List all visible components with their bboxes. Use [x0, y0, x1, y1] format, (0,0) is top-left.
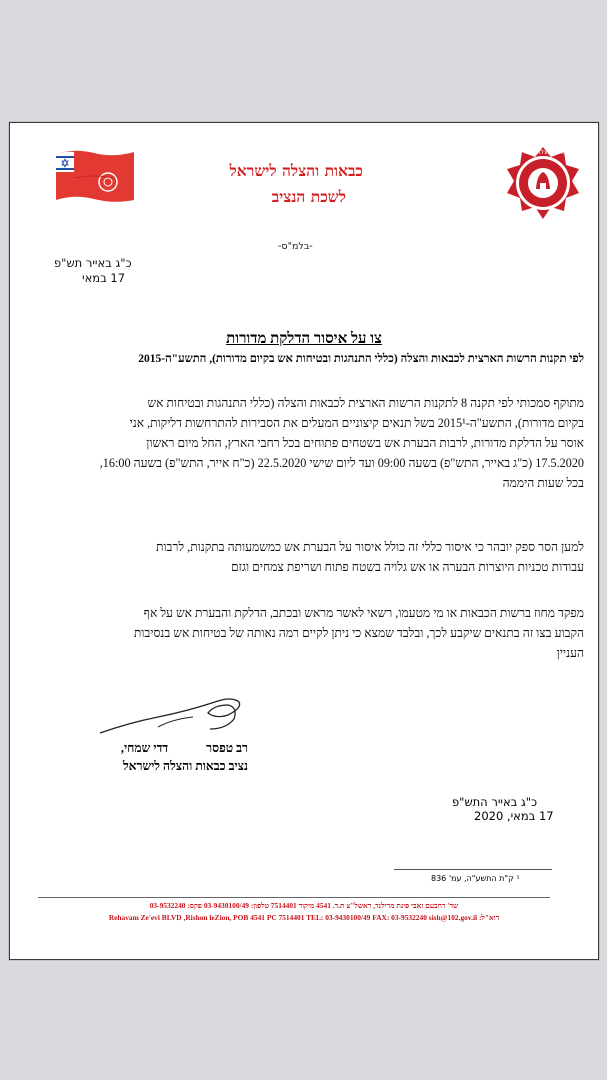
- signer-rank: רב טפסר: [206, 741, 248, 755]
- signer-title: נציב כבאות והצלה לישראל: [122, 759, 248, 773]
- footer-divider: [38, 897, 550, 898]
- paragraph-line: עבודות טכניות היוצרות הבערה או אש גלויה בשטח פתוח ושריפת צמחים וגזם: [230, 560, 584, 574]
- footnote-divider: [394, 869, 552, 870]
- office-name: לשכת הנציב: [271, 187, 346, 206]
- header-hebrew-date: כ"ג באייר תש"פ: [54, 256, 132, 270]
- handwritten-signature: [98, 693, 248, 737]
- paragraph-authority: [24, 393, 584, 493]
- paragraph-line: מתוקף סמכותי לפי תקנה 8 לתקנות הרשות הארצית לכבאות והצלה (כללי התנהגות ובטיחות אש: [147, 396, 584, 410]
- footer-address-english: דוא"ל: Rehavam Ze'evi BLVD ,Rishon leZion, POB 4541 PC 7514401 TEL: 03-9430100/49 FAX: 03-9532240 sish@102.gov.il: [108, 913, 500, 922]
- document-title: צו על איסור הדלקת מדורות: [226, 331, 382, 347]
- letter-page: [9, 122, 599, 960]
- closing-gregorian-date: 17 במאי, 2020: [474, 809, 554, 823]
- paragraph-exception: [24, 603, 584, 663]
- footnote: ¹ ק"ת התשע"ה, עמ' 836: [431, 874, 520, 883]
- classification-mark: -בלמ"ס-: [278, 241, 313, 252]
- organization-name: כבאות והצלה לישראל: [229, 161, 363, 180]
- paragraph-line: בכל שעות היממה: [502, 476, 584, 490]
- signer-block: [28, 739, 248, 775]
- paragraph-line: העניין: [556, 646, 584, 660]
- document-subtitle: לפי תקנות הרשות הארצית לכבאות והצלה (כללי התנהגות ובטיחות אש בקיום מדורות), התשע"ה-2015: [138, 353, 584, 365]
- paragraph-clarification: [24, 537, 584, 577]
- emblem-text: כבאות והצלה לישראל: [514, 149, 572, 156]
- paragraph-line: למען הסר ספק יובהר כי איסור כללי זה כולל איסור על הבערת אש כמשמעותה בתקנות, לרבות: [155, 540, 584, 554]
- closing-hebrew-date: כ"ג באייר התש"פ: [452, 795, 538, 809]
- paragraph-line: מפקד מחוז ברשות הכבאות או מי מטעמו, רשאי לאשר מראש ובכתב, הדלקת והבערת אש על אף: [143, 606, 584, 620]
- header-gregorian-date: 17 במאי: [82, 271, 126, 285]
- israel-flag-icon: [54, 148, 136, 204]
- fire-rescue-emblem-icon: [503, 143, 583, 223]
- signer-name: דדי שמחי,: [120, 741, 169, 755]
- paragraph-line: בקיום מדורות), התשע"ה-2015¹ בשל תנאים קיצוניים המעלים את הסבירות להתרחשות דליקות, אני: [129, 416, 584, 430]
- paragraph-line: אוסר על הדלקת מדורות, לרבות הבערת אש בשטחים פתוחים בכל רחבי הארץ, החל מיום ראשון: [146, 436, 584, 450]
- footer-address-hebrew: שד' רחבעם זאבי פינת מרילנד, ראשל"צ ת.ד. 4541 מיקוד 7514401 טלפון: 03-9430100/49 פקס: 03-9532240: [149, 901, 459, 910]
- paragraph-line: 17.5.2020 (כ"ג באייר, התש"פ) בשעה 09:00 ועד ליום שישי 22.5.2020 (כ"ח אייר, התש"פ) בשעה 16:00,: [99, 456, 584, 470]
- paragraph-line: הקבוע בצו זה בתנאים שיקבע לכך, ובלבד שמצא כי ניתן לקיים רמה נאותה של בטיחות אש בנסיבות: [133, 626, 584, 640]
